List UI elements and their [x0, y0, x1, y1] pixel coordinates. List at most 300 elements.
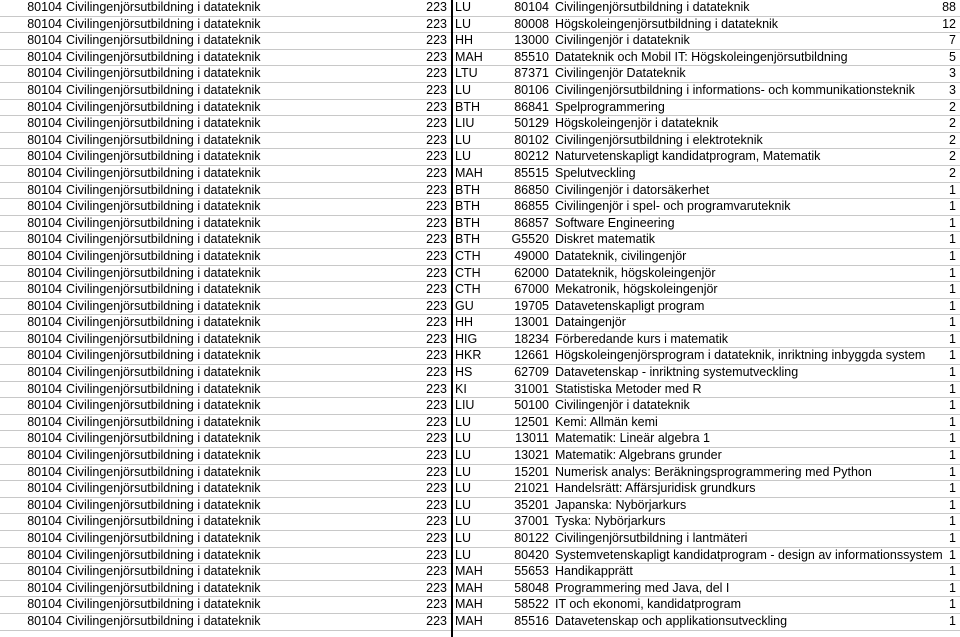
applicant-count-cell: 1 [949, 282, 956, 297]
source-program-name: Civilingenjörsutbildning i datateknik [66, 531, 261, 545]
source-count-cell: 223 [426, 481, 447, 496]
source-program-name: Civilingenjörsutbildning i datateknik [66, 16, 261, 31]
applicant-count-cell: 88 [942, 0, 956, 14]
table-row [0, 498, 960, 515]
target-program-code: 55653 [514, 564, 549, 579]
source-program-name: Civilingenjörsutbildning i datateknik [66, 547, 261, 562]
university-code-cell: BTH [455, 232, 480, 247]
target-program-name: Civilingenjörsutbildning i lantmäteri [555, 531, 748, 545]
target-program-code: 86841 [514, 99, 549, 114]
university-code-cell: LU [455, 149, 471, 164]
applicant-count-cell: 1 [949, 414, 956, 429]
table-row [0, 232, 960, 249]
table-row [0, 332, 960, 349]
source-program-code: 80104 [27, 514, 62, 529]
target-program-name: Matematik: Algebrans grunder [555, 448, 722, 463]
source-program-name: Civilingenjörsutbildning i datateknik [66, 365, 261, 380]
university-code-cell: MAH [455, 564, 483, 579]
target-program-name: Högskoleingenjörsprogram i datateknik, inriktning inbyggda system [555, 348, 926, 363]
source-program-name: Civilingenjörsutbildning i datateknik [66, 481, 261, 496]
source-program-code: 80104 [27, 564, 62, 579]
university-code-cell: HS [455, 365, 473, 380]
table-row [0, 348, 960, 365]
target-program-code: 58048 [514, 580, 549, 595]
target-program-name: Tyska: Nybörjarkurs [555, 514, 666, 529]
target-program-name: Civilingenjörsutbildning i datateknik [555, 0, 750, 14]
target-program-code: 62709 [514, 365, 549, 380]
source-program-code: 80104 [27, 381, 62, 396]
university-code-cell: BTH [455, 99, 480, 114]
university-code-cell: LIU [455, 398, 475, 413]
source-program-code: 80104 [27, 331, 62, 346]
target-program-name: Högskoleingenjörsutbildning i datateknik [555, 16, 779, 31]
target-program-name: Civilingenjör i datorsäkerhet [555, 182, 710, 197]
applicant-count-cell: 1 [949, 497, 956, 512]
applicant-count-cell: 1 [949, 182, 956, 197]
target-program-name: Mekatronik, högskoleingenjör [555, 282, 718, 297]
university-code-cell: LU [455, 464, 471, 479]
source-count-cell: 223 [426, 497, 447, 512]
applicant-count-cell: 2 [949, 149, 956, 164]
source-count-cell: 223 [426, 514, 447, 529]
source-program-name: Civilingenjörsutbildning i datateknik [66, 564, 261, 579]
target-program-code: 85516 [514, 613, 549, 628]
table-row [0, 448, 960, 465]
source-count-cell: 223 [426, 580, 447, 595]
source-program-name: Civilingenjörsutbildning i datateknik [66, 265, 261, 280]
source-count-cell: 223 [426, 282, 447, 297]
university-code-cell: CTH [455, 282, 481, 297]
source-program-name: Civilingenjörsutbildning i datateknik [66, 348, 261, 363]
source-count-cell: 223 [426, 82, 447, 97]
target-program-code: 50100 [514, 398, 549, 413]
target-program-name: Kemi: Allmän kemi [555, 414, 658, 429]
source-program-name: Civilingenjörsutbildning i datateknik [66, 298, 261, 313]
source-count-cell: 223 [426, 315, 447, 330]
applicant-count-cell: 2 [949, 132, 956, 147]
target-program-code: 35201 [514, 497, 549, 512]
target-program-code: 85510 [514, 49, 549, 64]
source-program-code: 80104 [27, 414, 62, 429]
source-count-cell: 223 [426, 132, 447, 147]
target-program-code: 80008 [514, 16, 549, 31]
applicant-count-cell: 5 [949, 49, 956, 64]
source-program-code: 80104 [27, 613, 62, 628]
university-code-cell: LU [455, 514, 471, 529]
target-program-name: Datavetenskap - inriktning systemutveckling [555, 365, 799, 380]
source-program-name: Civilingenjörsutbildning i datateknik [66, 282, 261, 297]
applicant-count-cell: 1 [949, 348, 956, 363]
table-row [0, 315, 960, 332]
source-program-code: 80104 [27, 149, 62, 164]
applicant-count-cell: 12 [942, 16, 956, 31]
source-program-name: Civilingenjörsutbildning i datateknik [66, 82, 261, 97]
university-code-cell: LU [455, 414, 471, 429]
table-row [0, 531, 960, 548]
target-program-name: Japanska: Nybörjarkurs [555, 497, 687, 512]
university-code-cell: LU [455, 0, 471, 14]
source-count-cell: 223 [426, 199, 447, 214]
source-program-code: 80104 [27, 265, 62, 280]
source-program-name: Civilingenjörsutbildning i datateknik [66, 215, 261, 230]
table-row [0, 481, 960, 498]
source-program-name: Civilingenjörsutbildning i datateknik [66, 448, 261, 463]
university-code-cell: BTH [455, 215, 480, 230]
source-count-cell: 223 [426, 431, 447, 446]
source-count-cell: 223 [426, 331, 447, 346]
source-program-name: Civilingenjörsutbildning i datateknik [66, 580, 261, 595]
target-program-code: 12501 [514, 414, 549, 429]
source-program-code: 80104 [27, 99, 62, 114]
table-row [0, 398, 960, 415]
target-program-name: Datavetenskap och applikationsutveckling [555, 613, 788, 628]
source-program-code: 80104 [27, 248, 62, 263]
table-row [0, 548, 960, 565]
target-program-name: Systemvetenskapligt kandidatprogram - design av informationssystem [555, 547, 943, 562]
target-program-name: Naturvetenskapligt kandidatprogram, Matematik [555, 149, 821, 164]
target-program-code: 37001 [514, 514, 549, 529]
table-row [0, 597, 960, 614]
applicant-count-cell: 1 [949, 597, 956, 612]
source-count-cell: 223 [426, 298, 447, 313]
target-program-code: 86855 [514, 199, 549, 214]
source-program-name: Civilingenjörsutbildning i datateknik [66, 232, 261, 247]
source-program-code: 80104 [27, 132, 62, 147]
target-program-code: 80102 [514, 132, 549, 147]
table-row [0, 382, 960, 399]
table-row [0, 581, 960, 598]
source-program-name: Civilingenjörsutbildning i datateknik [66, 597, 261, 612]
target-program-code: 21021 [514, 481, 549, 496]
target-program-name: Datateknik och Mobil IT: Högskoleingenjörsutbildning [555, 49, 848, 64]
source-count-cell: 223 [426, 99, 447, 114]
table-row [0, 0, 960, 17]
university-code-cell: LTU [455, 66, 478, 81]
source-program-code: 80104 [27, 547, 62, 562]
source-count-cell: 223 [426, 448, 447, 463]
table-row [0, 133, 960, 150]
applicant-count-cell: 2 [949, 165, 956, 180]
applicant-count-cell: 1 [949, 464, 956, 479]
university-code-cell: LU [455, 531, 471, 545]
target-program-code: 13011 [515, 431, 549, 446]
university-code-cell: CTH [455, 248, 481, 263]
table-row [0, 33, 960, 50]
target-program-code: 80106 [514, 82, 549, 97]
target-program-code: 67000 [514, 282, 549, 297]
target-program-code: 80420 [514, 547, 549, 562]
university-code-cell: KI [455, 381, 467, 396]
source-program-code: 80104 [27, 365, 62, 380]
source-count-cell: 223 [426, 149, 447, 164]
source-count-cell: 223 [426, 398, 447, 413]
applicant-count-cell: 7 [949, 33, 956, 48]
target-program-code: 12661 [514, 348, 549, 363]
university-code-cell: BTH [455, 199, 480, 214]
source-program-name: Civilingenjörsutbildning i datateknik [66, 398, 261, 413]
source-program-name: Civilingenjörsutbildning i datateknik [66, 149, 261, 164]
target-program-name: Diskret matematik [555, 232, 656, 247]
source-count-cell: 223 [426, 232, 447, 247]
target-program-name: Civilingenjörsutbildning i elektroteknik [555, 132, 763, 147]
source-program-code: 80104 [27, 431, 62, 446]
target-program-code: 80122 [514, 531, 549, 545]
target-program-code: 18234 [514, 331, 549, 346]
university-code-cell: LU [455, 132, 471, 147]
source-count-cell: 223 [426, 182, 447, 197]
source-program-code: 80104 [27, 165, 62, 180]
target-program-name: Förberedande kurs i matematik [555, 331, 728, 346]
source-program-code: 80104 [27, 398, 62, 413]
table-row [0, 415, 960, 432]
target-program-name: Högskoleingenjör i datateknik [555, 116, 719, 131]
applicant-count-cell: 1 [949, 265, 956, 280]
table-row [0, 614, 960, 631]
source-program-code: 80104 [27, 348, 62, 363]
table-row [0, 514, 960, 531]
source-program-code: 80104 [27, 448, 62, 463]
target-program-name: Civilingenjör i spel- och programvaruteknik [555, 199, 791, 214]
target-program-code: 13000 [514, 33, 549, 48]
source-program-code: 80104 [27, 481, 62, 496]
source-program-name: Civilingenjörsutbildning i datateknik [66, 431, 261, 446]
applicant-count-cell: 1 [949, 514, 956, 529]
applicant-count-cell: 1 [949, 580, 956, 595]
table-row [0, 266, 960, 283]
source-program-code: 80104 [27, 182, 62, 197]
source-count-cell: 223 [426, 414, 447, 429]
university-code-cell: MAH [455, 613, 483, 628]
applicant-count-cell: 1 [949, 381, 956, 396]
target-program-code: 85515 [514, 165, 549, 180]
university-code-cell: HIG [455, 331, 478, 346]
target-program-code: 15201 [514, 464, 549, 479]
target-program-name: Handelsrätt: Affärsjuridisk grundkurs [555, 481, 756, 496]
target-program-code: 19705 [514, 298, 549, 313]
source-program-name: Civilingenjörsutbildning i datateknik [66, 165, 261, 180]
target-program-name: Datavetenskapligt program [555, 298, 705, 313]
table-row [0, 83, 960, 100]
source-program-name: Civilingenjörsutbildning i datateknik [66, 49, 261, 64]
university-code-cell: BTH [455, 182, 480, 197]
source-program-code: 80104 [27, 49, 62, 64]
applicant-count-cell: 1 [949, 613, 956, 628]
source-program-code: 80104 [27, 66, 62, 81]
target-program-code: 31001 [514, 381, 549, 396]
target-program-code: 58522 [514, 597, 549, 612]
source-program-code: 80104 [27, 116, 62, 131]
source-program-name: Civilingenjörsutbildning i datateknik [66, 66, 261, 81]
applicant-count-cell: 1 [949, 547, 956, 562]
source-count-cell: 223 [426, 381, 447, 396]
target-program-name: Numerisk analys: Beräkningsprogrammering med Python [555, 464, 872, 479]
target-program-code: 86857 [514, 215, 549, 230]
source-program-name: Civilingenjörsutbildning i datateknik [66, 331, 261, 346]
university-code-cell: LU [455, 448, 471, 463]
source-count-cell: 223 [426, 265, 447, 280]
source-program-code: 80104 [27, 0, 62, 14]
university-code-cell: LU [455, 16, 471, 31]
source-program-name: Civilingenjörsutbildning i datateknik [66, 248, 261, 263]
source-program-name: Civilingenjörsutbildning i datateknik [66, 99, 261, 114]
source-count-cell: 223 [426, 16, 447, 31]
applicant-count-cell: 2 [949, 116, 956, 131]
target-program-name: Handikapprätt [555, 564, 633, 579]
source-count-cell: 223 [426, 215, 447, 230]
applicant-count-cell: 1 [949, 398, 956, 413]
source-program-name: Civilingenjörsutbildning i datateknik [66, 116, 261, 131]
applicant-count-cell: 1 [949, 448, 956, 463]
source-program-code: 80104 [27, 232, 62, 247]
target-program-name: Programmering med Java, del I [555, 580, 730, 595]
target-program-name: Software Engineering [555, 215, 675, 230]
university-code-cell: GU [455, 298, 474, 313]
target-program-code: G5520 [511, 232, 549, 247]
target-program-code: 50129 [514, 116, 549, 131]
source-program-name: Civilingenjörsutbildning i datateknik [66, 199, 261, 214]
source-count-cell: 223 [426, 613, 447, 628]
source-count-cell: 223 [426, 248, 447, 263]
source-program-code: 80104 [27, 580, 62, 595]
university-code-cell: HH [455, 315, 474, 330]
source-program-code: 80104 [27, 531, 62, 545]
source-count-cell: 223 [426, 547, 447, 562]
source-program-name: Civilingenjörsutbildning i datateknik [66, 132, 261, 147]
source-count-cell: 223 [426, 531, 447, 545]
target-program-code: 80104 [514, 0, 549, 14]
target-program-name: Civilingenjör i datateknik [555, 398, 690, 413]
applicant-count-cell: 1 [949, 481, 956, 496]
target-program-code: 13021 [514, 448, 549, 463]
applicant-count-cell: 3 [949, 82, 956, 97]
target-program-code: 49000 [514, 248, 549, 263]
source-program-code: 80104 [27, 16, 62, 31]
source-count-cell: 223 [426, 365, 447, 380]
source-program-name: Civilingenjörsutbildning i datateknik [66, 464, 261, 479]
target-program-name: Datateknik, civilingenjör [555, 248, 687, 263]
source-count-cell: 223 [426, 33, 447, 48]
target-program-name: Spelprogrammering [555, 99, 665, 114]
applicant-count-cell: 1 [949, 331, 956, 346]
applicant-count-cell: 1 [949, 431, 956, 446]
university-code-cell: MAH [455, 165, 483, 180]
table-row [0, 465, 960, 482]
university-code-cell: HH [455, 33, 474, 48]
source-program-name: Civilingenjörsutbildning i datateknik [66, 613, 261, 628]
university-code-cell: LU [455, 82, 471, 97]
target-program-name: Dataingenjör [555, 315, 626, 330]
target-program-name: Civilingenjör i datateknik [555, 33, 690, 48]
table-row [0, 431, 960, 448]
university-code-cell: CTH [455, 265, 481, 280]
source-program-name: Civilingenjörsutbildning i datateknik [66, 514, 261, 529]
source-program-name: Civilingenjörsutbildning i datateknik [66, 0, 261, 14]
source-count-cell: 223 [426, 464, 447, 479]
source-program-code: 80104 [27, 282, 62, 297]
target-program-code: 62000 [514, 265, 549, 280]
applicant-count-cell: 1 [949, 315, 956, 330]
source-program-code: 80104 [27, 199, 62, 214]
table-row [0, 166, 960, 183]
table-row [0, 149, 960, 166]
column-divider [451, 0, 453, 637]
university-code-cell: MAH [455, 49, 483, 64]
applicant-count-cell: 1 [949, 298, 956, 313]
source-count-cell: 223 [426, 0, 447, 14]
university-code-cell: MAH [455, 580, 483, 595]
table-row [0, 299, 960, 316]
source-program-code: 80104 [27, 215, 62, 230]
table-row [0, 66, 960, 83]
table-row [0, 564, 960, 581]
table-row [0, 183, 960, 200]
source-count-cell: 223 [426, 116, 447, 131]
applicant-count-cell: 1 [949, 248, 956, 263]
applicant-count-cell: 1 [949, 232, 956, 247]
table-row [0, 216, 960, 233]
source-program-code: 80104 [27, 497, 62, 512]
target-program-name: Spelutveckling [555, 165, 636, 180]
target-program-name: Datateknik, högskoleingenjör [555, 265, 716, 280]
applicant-count-cell: 1 [949, 199, 956, 214]
applicant-count-cell: 1 [949, 215, 956, 230]
source-program-code: 80104 [27, 82, 62, 97]
target-program-name: IT och ekonomi, kandidatprogram [555, 597, 741, 612]
table-row [0, 249, 960, 266]
source-count-cell: 223 [426, 348, 447, 363]
table-row [0, 17, 960, 34]
target-program-name: Civilingenjörsutbildning i informations- och kommunikationsteknik [555, 82, 915, 97]
university-code-cell: LU [455, 497, 471, 512]
table-row [0, 50, 960, 67]
university-code-cell: LU [455, 547, 471, 562]
source-program-code: 80104 [27, 33, 62, 48]
source-program-name: Civilingenjörsutbildning i datateknik [66, 497, 261, 512]
source-program-code: 80104 [27, 298, 62, 313]
source-program-code: 80104 [27, 315, 62, 330]
applicant-count-cell: 1 [949, 365, 956, 380]
applicant-count-cell: 1 [949, 531, 956, 545]
source-program-code: 80104 [27, 464, 62, 479]
source-program-name: Civilingenjörsutbildning i datateknik [66, 182, 261, 197]
source-count-cell: 223 [426, 66, 447, 81]
target-program-name: Civilingenjör Datateknik [555, 66, 686, 81]
target-program-name: Statistiska Metoder med R [555, 381, 702, 396]
source-count-cell: 223 [426, 597, 447, 612]
university-code-cell: LU [455, 431, 471, 446]
target-program-code: 80212 [514, 149, 549, 164]
university-code-cell: LIU [455, 116, 475, 131]
applicant-count-cell: 2 [949, 99, 956, 114]
source-program-name: Civilingenjörsutbildning i datateknik [66, 381, 261, 396]
university-code-cell: HKR [455, 348, 482, 363]
applicant-count-cell: 3 [949, 66, 956, 81]
target-program-name: Matematik: Lineär algebra 1 [555, 431, 710, 446]
university-code-cell: LU [455, 481, 471, 496]
table-row [0, 199, 960, 216]
source-count-cell: 223 [426, 564, 447, 579]
university-code-cell: MAH [455, 597, 483, 612]
source-count-cell: 223 [426, 165, 447, 180]
table-row [0, 282, 960, 299]
target-program-code: 86850 [514, 182, 549, 197]
source-program-name: Civilingenjörsutbildning i datateknik [66, 315, 261, 330]
table-row [0, 100, 960, 117]
table-row [0, 116, 960, 133]
target-program-code: 13001 [514, 315, 549, 330]
source-program-code: 80104 [27, 597, 62, 612]
applicant-count-cell: 1 [949, 564, 956, 579]
